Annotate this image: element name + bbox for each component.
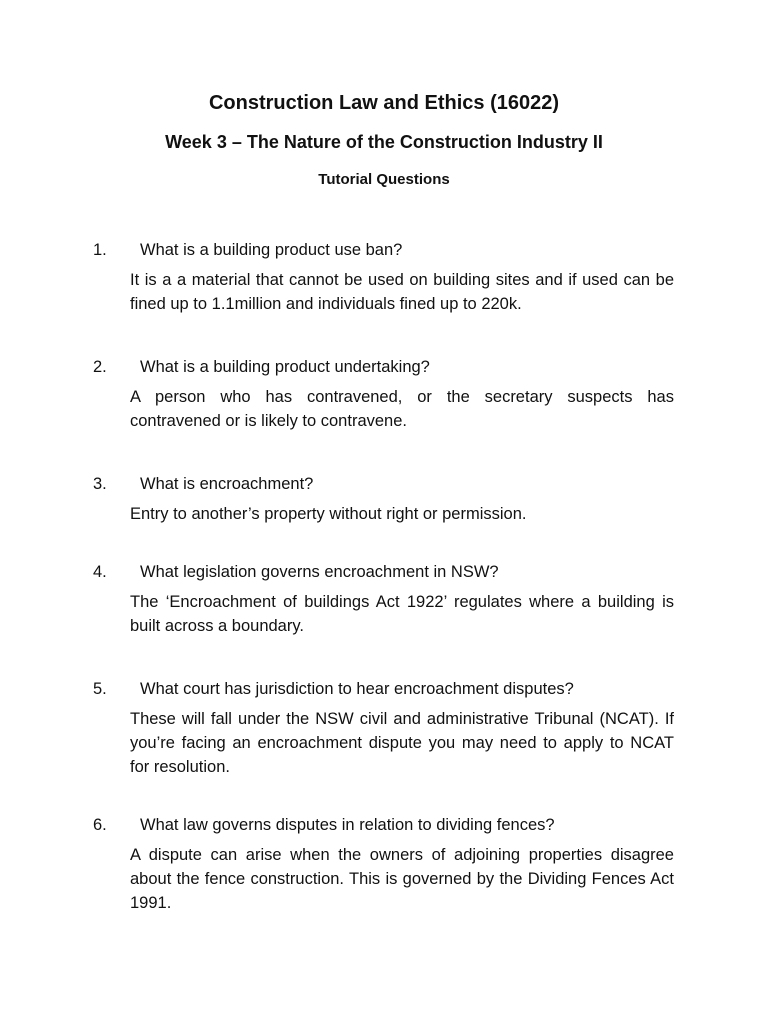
question-4 xyxy=(0,560,768,584)
question-block-3 xyxy=(0,472,768,526)
question-number: 2. xyxy=(93,358,107,376)
answer-4: The ‘Encroachment of buildings Act 1922’ regulates where a building is built across a boundary. xyxy=(130,593,674,635)
question-text: What law governs disputes in relation to dividing fences? xyxy=(140,816,555,834)
question-number: 1. xyxy=(93,241,107,259)
question-block-1 xyxy=(0,238,768,316)
question-block-5 xyxy=(0,677,768,779)
question-number: 4. xyxy=(93,563,107,581)
answer-3: Entry to another’s property without right or permission. xyxy=(130,505,527,523)
answer-6: A dispute can arise when the owners of adjoining properties disagree about the fence construction. This is governed by the Dividing Fences Act 1991. xyxy=(130,846,674,912)
section-heading: Tutorial Questions xyxy=(318,171,450,188)
document-subtitle: Week 3 – The Nature of the Construction Industry II xyxy=(165,132,603,152)
answer-1: It is a a material that cannot be used on building sites and if used can be fined up to 1.1million and individuals fined up to 220k. xyxy=(130,271,674,313)
question-number: 5. xyxy=(93,680,107,698)
question-number: 6. xyxy=(93,816,107,834)
question-1 xyxy=(0,238,768,262)
document-title: Construction Law and Ethics (16022) xyxy=(208,92,560,114)
question-text: What court has jurisdiction to hear encroachment disputes? xyxy=(140,680,574,698)
question-block-6 xyxy=(0,813,768,915)
question-number: 3. xyxy=(93,475,107,493)
question-3 xyxy=(0,472,768,496)
question-block-2 xyxy=(0,355,768,433)
question-6 xyxy=(0,813,768,837)
answer-2: A person who has contravened, or the secretary suspects has contravened or is likely to contravene. xyxy=(130,388,674,430)
answer-5: These will fall under the NSW civil and administrative Tribunal (NCAT). If you’re facing an encroachment dispute you may need to apply to NCAT for resolution. xyxy=(130,710,674,776)
question-2 xyxy=(0,355,768,379)
question-5 xyxy=(0,677,768,701)
question-text: What legislation governs encroachment in NSW? xyxy=(140,563,499,581)
question-text: What is a building product use ban? xyxy=(140,241,403,259)
question-block-4 xyxy=(0,560,768,638)
question-text: What is encroachment? xyxy=(140,475,314,493)
question-text: What is a building product undertaking? xyxy=(140,358,430,376)
